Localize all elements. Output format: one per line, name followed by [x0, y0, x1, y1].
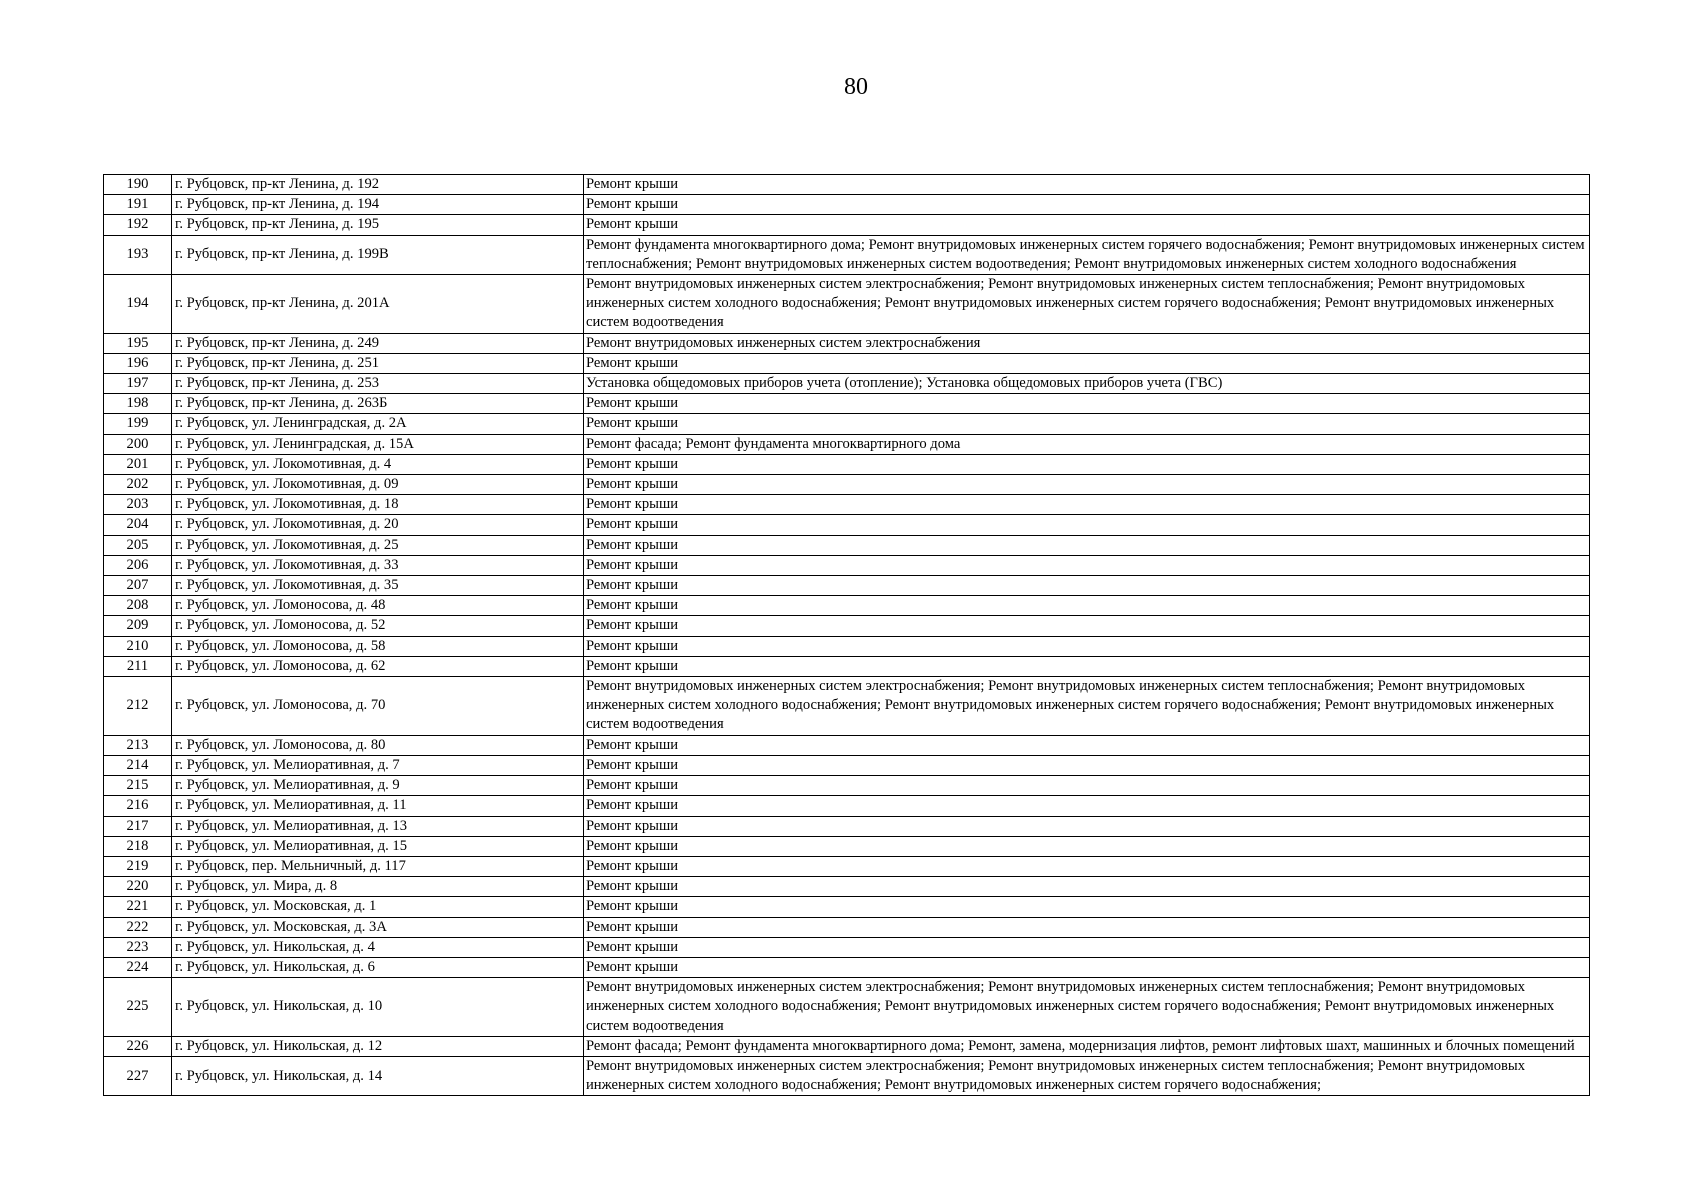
table-row [104, 656, 1590, 676]
address-cell: г. Рубцовск, ул. Ломоносова, д. 52 [172, 616, 584, 636]
table-row [104, 616, 1590, 636]
table-row [104, 816, 1590, 836]
works-cell: Ремонт крыши [584, 555, 1590, 575]
row-number: 205 [104, 535, 172, 555]
address-cell: г. Рубцовск, ул. Никольская, д. 6 [172, 957, 584, 977]
table-row [104, 175, 1590, 195]
table-row [104, 796, 1590, 816]
works-cell: Ремонт крыши [584, 776, 1590, 796]
table-row [104, 394, 1590, 414]
address-cell: г. Рубцовск, пр-кт Ленина, д. 199В [172, 235, 584, 274]
works-cell: Ремонт крыши [584, 755, 1590, 775]
address-cell: г. Рубцовск, пр-кт Ленина, д. 192 [172, 175, 584, 195]
row-number: 215 [104, 776, 172, 796]
row-number: 200 [104, 434, 172, 454]
address-cell: г. Рубцовск, ул. Локомотивная, д. 25 [172, 535, 584, 555]
table-row [104, 596, 1590, 616]
table-row [104, 957, 1590, 977]
row-number: 219 [104, 856, 172, 876]
row-number: 199 [104, 414, 172, 434]
address-cell: г. Рубцовск, ул. Ленинградская, д. 2А [172, 414, 584, 434]
works-cell: Ремонт крыши [584, 656, 1590, 676]
address-cell: г. Рубцовск, ул. Локомотивная, д. 33 [172, 555, 584, 575]
works-cell: Ремонт крыши [584, 215, 1590, 235]
works-cell: Ремонт внутридомовых инженерных систем электроснабжения; Ремонт внутридомовых инженерных систем теплоснабжения; Ремонт внутридомовых инженерных систем холодного водоснабжения; Ремонт внутридомовых инженерных систем горячего водоснабжения; [584, 1056, 1590, 1095]
address-cell: г. Рубцовск, ул. Никольская, д. 10 [172, 978, 584, 1037]
row-number: 214 [104, 755, 172, 775]
table-row [104, 576, 1590, 596]
row-number: 209 [104, 616, 172, 636]
address-cell: г. Рубцовск, ул. Локомотивная, д. 35 [172, 576, 584, 596]
row-number: 194 [104, 275, 172, 334]
works-cell: Ремонт внутридомовых инженерных систем электроснабжения; Ремонт внутридомовых инженерных систем теплоснабжения; Ремонт внутридомовых инженерных систем холодного водоснабжения; Ремонт внутридомовых инженерных систем горячего водоснабжения; Ремонт внутридомовых инженерных систем водоотведения [584, 978, 1590, 1037]
works-cell: Ремонт крыши [584, 576, 1590, 596]
row-number: 190 [104, 175, 172, 195]
row-number: 227 [104, 1056, 172, 1095]
works-cell: Ремонт крыши [584, 454, 1590, 474]
works-cell: Ремонт внутридомовых инженерных систем электроснабжения; Ремонт внутридомовых инженерных систем теплоснабжения; Ремонт внутридомовых инженерных систем холодного водоснабжения; Ремонт внутридомовых инженерных систем горячего водоснабжения; Ремонт внутридомовых инженерных систем водоотведения [584, 275, 1590, 334]
table-row [104, 636, 1590, 656]
works-cell: Ремонт крыши [584, 353, 1590, 373]
row-number: 193 [104, 235, 172, 274]
works-cell: Ремонт крыши [584, 175, 1590, 195]
table-row [104, 215, 1590, 235]
row-number: 218 [104, 836, 172, 856]
table-row [104, 235, 1590, 274]
row-number: 223 [104, 937, 172, 957]
address-cell: г. Рубцовск, ул. Ломоносова, д. 48 [172, 596, 584, 616]
works-cell: Ремонт крыши [584, 937, 1590, 957]
address-cell: г. Рубцовск, ул. Никольская, д. 12 [172, 1036, 584, 1056]
works-cell: Ремонт крыши [584, 535, 1590, 555]
address-cell: г. Рубцовск, ул. Локомотивная, д. 18 [172, 495, 584, 515]
works-cell: Ремонт крыши [584, 917, 1590, 937]
row-number: 208 [104, 596, 172, 616]
row-number: 210 [104, 636, 172, 656]
table-row [104, 333, 1590, 353]
works-cell: Ремонт внутридомовых инженерных систем электроснабжения [584, 333, 1590, 353]
table-row [104, 755, 1590, 775]
address-cell: г. Рубцовск, пр-кт Ленина, д. 253 [172, 374, 584, 394]
address-cell: г. Рубцовск, пер. Мельничный, д. 117 [172, 856, 584, 876]
row-number: 201 [104, 454, 172, 474]
address-cell: г. Рубцовск, ул. Локомотивная, д. 4 [172, 454, 584, 474]
works-cell: Ремонт крыши [584, 195, 1590, 215]
row-number: 207 [104, 576, 172, 596]
address-cell: г. Рубцовск, пр-кт Ленина, д. 263Б [172, 394, 584, 414]
table-row [104, 555, 1590, 575]
works-cell: Ремонт фундамента многоквартирного дома; Ремонт внутридомовых инженерных систем горячего водоснабжения; Ремонт внутридомовых инженерных систем теплоснабжения; Ремонт внутридомовых инженерных систем водоотведения; Ремонт внутридомовых инженерных систем холодного водоснабжения [584, 235, 1590, 274]
table-row [104, 937, 1590, 957]
row-number: 198 [104, 394, 172, 414]
row-number: 211 [104, 656, 172, 676]
address-cell: г. Рубцовск, ул. Никольская, д. 14 [172, 1056, 584, 1095]
row-number: 206 [104, 555, 172, 575]
address-cell: г. Рубцовск, ул. Московская, д. 1 [172, 897, 584, 917]
table-row [104, 836, 1590, 856]
address-cell: г. Рубцовск, ул. Ломоносова, д. 58 [172, 636, 584, 656]
address-cell: г. Рубцовск, ул. Локомотивная, д. 20 [172, 515, 584, 535]
table-row [104, 917, 1590, 937]
row-number: 216 [104, 796, 172, 816]
row-number: 195 [104, 333, 172, 353]
works-cell: Ремонт крыши [584, 796, 1590, 816]
table-row [104, 495, 1590, 515]
table-row [104, 1056, 1590, 1095]
table-row [104, 856, 1590, 876]
works-cell: Ремонт крыши [584, 856, 1590, 876]
row-number: 204 [104, 515, 172, 535]
address-cell: г. Рубцовск, ул. Мелиоративная, д. 11 [172, 796, 584, 816]
address-cell: г. Рубцовск, ул. Никольская, д. 4 [172, 937, 584, 957]
table-row [104, 454, 1590, 474]
works-cell: Ремонт крыши [584, 877, 1590, 897]
row-number: 221 [104, 897, 172, 917]
table-row [104, 475, 1590, 495]
row-number: 196 [104, 353, 172, 373]
address-cell: г. Рубцовск, ул. Ломоносова, д. 80 [172, 735, 584, 755]
table-body [104, 175, 1590, 1096]
table-row [104, 535, 1590, 555]
table-row [104, 353, 1590, 373]
row-number: 191 [104, 195, 172, 215]
address-cell: г. Рубцовск, пр-кт Ленина, д. 249 [172, 333, 584, 353]
row-number: 212 [104, 677, 172, 736]
address-cell: г. Рубцовск, ул. Мелиоративная, д. 15 [172, 836, 584, 856]
works-table-container [103, 174, 1589, 1096]
address-cell: г. Рубцовск, ул. Мира, д. 8 [172, 877, 584, 897]
works-cell: Ремонт крыши [584, 475, 1590, 495]
table-row [104, 275, 1590, 334]
row-number: 217 [104, 816, 172, 836]
works-cell: Ремонт крыши [584, 816, 1590, 836]
address-cell: г. Рубцовск, ул. Мелиоративная, д. 7 [172, 755, 584, 775]
page-number: 80 [844, 74, 868, 100]
works-cell: Ремонт крыши [584, 414, 1590, 434]
table-row [104, 978, 1590, 1037]
row-number: 192 [104, 215, 172, 235]
row-number: 226 [104, 1036, 172, 1056]
works-cell: Ремонт внутридомовых инженерных систем электроснабжения; Ремонт внутридомовых инженерных систем теплоснабжения; Ремонт внутридомовых инженерных систем холодного водоснабжения; Ремонт внутридомовых инженерных систем горячего водоснабжения; Ремонт внутридомовых инженерных систем водоотведения [584, 677, 1590, 736]
row-number: 220 [104, 877, 172, 897]
works-cell: Ремонт крыши [584, 897, 1590, 917]
address-cell: г. Рубцовск, ул. Мелиоративная, д. 9 [172, 776, 584, 796]
row-number: 225 [104, 978, 172, 1037]
works-cell: Ремонт крыши [584, 495, 1590, 515]
address-cell: г. Рубцовск, пр-кт Ленина, д. 195 [172, 215, 584, 235]
address-cell: г. Рубцовск, пр-кт Ленина, д. 201А [172, 275, 584, 334]
address-cell: г. Рубцовск, ул. Ломоносова, д. 70 [172, 677, 584, 736]
works-cell: Установка общедомовых приборов учета (отопление); Установка общедомовых приборов учета (ГВС) [584, 374, 1590, 394]
works-cell: Ремонт фасада; Ремонт фундамента многоквартирного дома; Ремонт, замена, модернизация лифтов, ремонт лифтовых шахт, машинных и блочных помещений [584, 1036, 1590, 1056]
address-cell: г. Рубцовск, ул. Московская, д. 3А [172, 917, 584, 937]
address-cell: г. Рубцовск, ул. Ломоносова, д. 62 [172, 656, 584, 676]
works-cell: Ремонт крыши [584, 636, 1590, 656]
table-row [104, 776, 1590, 796]
works-cell: Ремонт крыши [584, 735, 1590, 755]
row-number: 202 [104, 475, 172, 495]
works-cell: Ремонт крыши [584, 957, 1590, 977]
row-number: 203 [104, 495, 172, 515]
row-number: 222 [104, 917, 172, 937]
row-number: 213 [104, 735, 172, 755]
table-row [104, 735, 1590, 755]
row-number: 197 [104, 374, 172, 394]
table-row [104, 877, 1590, 897]
works-cell: Ремонт крыши [584, 596, 1590, 616]
table-row [104, 414, 1590, 434]
address-cell: г. Рубцовск, ул. Мелиоративная, д. 13 [172, 816, 584, 836]
table-row [104, 515, 1590, 535]
address-cell: г. Рубцовск, ул. Локомотивная, д. 09 [172, 475, 584, 495]
table-row [104, 374, 1590, 394]
address-cell: г. Рубцовск, пр-кт Ленина, д. 194 [172, 195, 584, 215]
table-row [104, 897, 1590, 917]
address-cell: г. Рубцовск, пр-кт Ленина, д. 251 [172, 353, 584, 373]
row-number: 224 [104, 957, 172, 977]
works-cell: Ремонт крыши [584, 616, 1590, 636]
works-cell: Ремонт фасада; Ремонт фундамента многоквартирного дома [584, 434, 1590, 454]
works-cell: Ремонт крыши [584, 836, 1590, 856]
works-cell: Ремонт крыши [584, 394, 1590, 414]
table-row [104, 195, 1590, 215]
table-row [104, 434, 1590, 454]
works-cell: Ремонт крыши [584, 515, 1590, 535]
works-table [103, 174, 1590, 1096]
table-row [104, 1036, 1590, 1056]
table-row [104, 677, 1590, 736]
address-cell: г. Рубцовск, ул. Ленинградская, д. 15А [172, 434, 584, 454]
